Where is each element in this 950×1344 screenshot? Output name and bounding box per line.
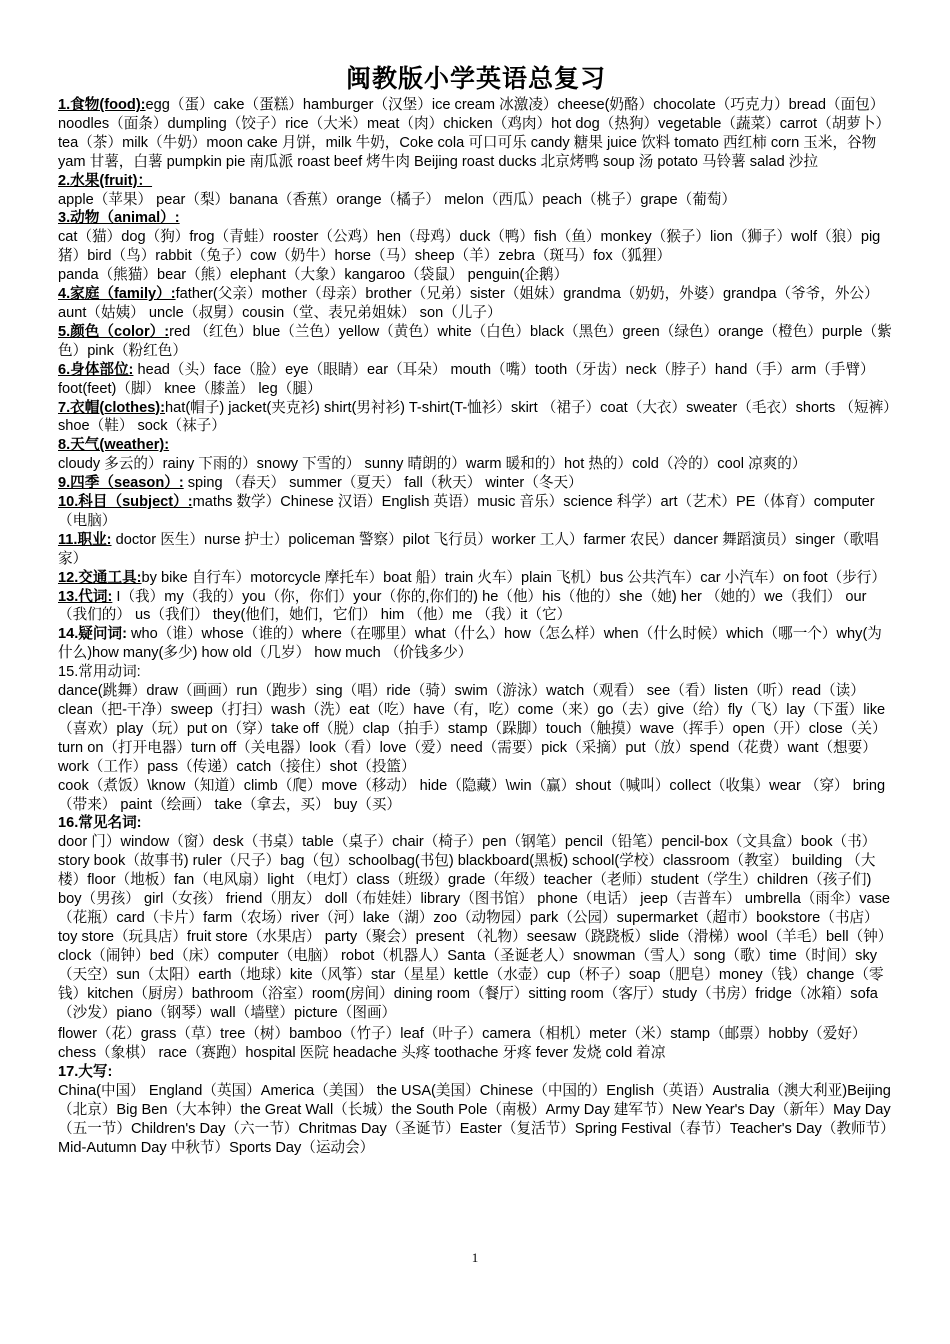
section-15-cont [58, 777, 894, 815]
section-6 [58, 361, 894, 399]
section-text: sping （春天） summer（夏天） fall（秋天） winter（冬天） [183, 475, 583, 492]
section-1 [58, 96, 894, 172]
section-text: hat(帽子) jacket(夹克衫) shirt(男衬衫) T-shirt(T-恤衫）skirt （裙子）coat（大衣）sweater（毛衣）shorts （短裤）shoe（鞋） sock（袜子） [58, 399, 891, 435]
section-3 [58, 209, 894, 266]
section-text: by bike 自行车）motorcycle 摩托车）boat 船）train 火车）plain 飞机）bus 公共汽车）car 小汽车）on foot（步行） [141, 569, 886, 586]
section-text: I（我）my（我的）you（你，你们）your（你的,你们的) he（他）his（他的）she（她) her （她的）we（我们） our（我们的） us（我们） they(他们，她们，它们） him （他）me （我）it（它） [58, 588, 867, 624]
section-17 [58, 1063, 894, 1158]
section-heading: 14.疑问词: [58, 626, 127, 643]
section-4 [58, 285, 894, 323]
section-heading: 13.代词: [58, 588, 113, 605]
section-text: door 门）window（窗）desk（书桌）table（桌子）chair（椅子）pen（钢笔）pencil（铅笔）pencil-box（文具盒）book（书）story book（故事书) ruler（尺子）bag（包）schoolbag(书包) blackboard(黑板) school(学校）classroom（教室） building （大楼）floor（地板）fan（电风扇）light （电灯）class（班级）grade（年级）teacher（老师）student（学生）children（孩子们) boy（男孩） girl（女孩） friend（朋友） doll（布娃娃）library（图书馆） phone（电话） jeep（吉普车） umbrella（雨伞）vase（花瓶）card（卡片）farm（农场）river（河）lake（湖）zoo（动物园）park（公园）supermarket（超市）bookstore（书店）toy store（玩具店）fruit store（水果店） party（聚会）present （礼物）seesaw（跷跷板）slide（滑梯）wool（羊毛）bell（钟）clock（闹钟）bed（床）computer（电脑） robot（机器人）Santa（圣诞老人）snowman（雪人）song（歌）time（时间）sky（天空）sun（太阳）earth（地球）kite（风筝）star（星星）kettle（水壶）cup（杯子）soap（肥皂）money（钱）change（零钱）kitchen（厨房）bathroom（浴室）room(房间）dining room（餐厅）sitting room（客厅）study（书房）fridge（冰箱）sofa（沙发）piano（钢琴）wall（墙壁）picture（图画） [58, 834, 893, 1021]
section-text: egg（蛋）cake（蛋糕）hamburger（汉堡）ice cream 冰激凌）cheese(奶酪）chocolate（巧克力）bread（面包） noodles（面条）dumpling（饺子）rice（大米）meat（肉）chicken（鸡肉）hot dog（热狗）vegetable（蔬菜）carrot（胡萝卜）tea（茶）milk（牛奶）moon cake 月饼，milk 牛奶，Coke cola 可口可乐 candy 糖果 juice 饮料 tomato 西红柿 corn 玉米，谷物 yam 甘薯，白薯 pumpkin pie 南瓜派 roast beef 烤牛肉 Beijing roast ducks 北京烤鸭 soup 汤 potato 马铃薯 salad 沙拉 [58, 97, 891, 170]
section-text: doctor 医生）nurse 护士）policeman 警察）pilot 飞行员）worker 工人）farmer 农民）dancer 舞蹈演员）singer（歌唱家） [58, 531, 879, 567]
section-heading: 16.常见名词: [58, 815, 142, 832]
section-heading: 17.大写: [58, 1064, 113, 1081]
section-heading: 10.科目（subject）: [58, 494, 193, 511]
section-heading: 8.天气(weather): [58, 437, 170, 454]
section-text: who（谁）whose（谁的）where（在哪里）what（什么）how（怎么样）when（什么时候）which（哪一个）why(为什么)how many(多少) how old（几岁） how much （价钱多少） [58, 626, 882, 662]
section-7 [58, 399, 894, 437]
section-text: cook（煮饭）\know（知道）climb（爬）move（移动） hide（隐藏）\win（赢）shout（喊叫）collect（收集）wear （穿） bring（带来） paint（绘画） take（拿去，买） buy（买） [58, 777, 886, 813]
section-16-cont [58, 1025, 894, 1063]
document-page [58, 64, 894, 1158]
section-5 [58, 323, 894, 361]
section-text: apple（苹果） pear（梨）banana（香蕉）orange（橘子） melon（西瓜）peach（桃子）grape（葡萄） [58, 191, 737, 208]
section-text: cat（猫）dog（狗）frog（青蛙）rooster（公鸡）hen（母鸡）duck（鸭）fish（鱼）monkey（猴子）lion（狮子）wolf（狼）pig 猪）bird（鸟）rabbit（兔子）cow（奶牛）horse（马）sheep（羊）zebra（斑马）fox（狐狸） [58, 229, 881, 265]
section-text: panda（熊猫）bear（熊）elephant（大象）kangaroo（袋鼠） penguin(企鹅） [58, 267, 569, 284]
section-12 [58, 569, 894, 588]
section-text: cloudy 多云的）rainy 下雨的）snowy 下雪的） sunny 晴朗的）warm 暖和的）hot 热的）cold（冷的）cool 凉爽的） [58, 456, 807, 473]
page-number: 1 [471, 1250, 479, 1265]
section-text: head（头）face（脸）eye（眼睛）ear（耳朵） mouth（嘴）tooth（牙齿）neck（脖子）hand（手）arm（手臂）foot(feet)（脚） knee（膝盖） leg（腿） [58, 361, 875, 397]
section-heading: 12.交通工具: [58, 569, 142, 586]
section-text: China(中国） England（英国）America（美国） the USA(美国）Chinese（中国的）English（英语）Australia（澳大利亚)Beijing（北京）Big Ben（大本钟）the Great Wall（长城）the South Pole（南极）Army Day 建军节）New Year's Day（新年）May Day（五一节）Children's Day（六一节）Chritmas Day（圣诞节）Easter（复活节）Spring Festival（春节）Teacher's Day（教师节）Mid-Autumn Day 中秋节）Sports Day（运动会） [58, 1083, 891, 1156]
section-heading: 2.水果(fruit)： [58, 172, 153, 189]
section-15 [58, 663, 894, 776]
section-heading: 15.常用动词: [58, 664, 141, 681]
section-text: maths 数学）Chinese 汉语）English 英语）music 音乐）science 科学）art（艺术）PE（体育）computer（电脑） [58, 494, 875, 529]
section-heading: 6.身体部位: [58, 361, 134, 378]
section-2 [58, 172, 894, 210]
section-heading: 9.四季（season）: [58, 475, 184, 492]
section-heading: 4.家庭（family）: [58, 286, 176, 303]
section-10 [58, 493, 894, 531]
section-heading: 1.食物(food): [58, 97, 146, 113]
section-13 [58, 588, 894, 626]
section-text: flower（花）grass（草）tree（树）bamboo（竹子）leaf（叶子）camera（相机）meter（米）stamp（邮票）hobby（爱好）chess（象棋） race（赛跑）hospital 医院 headache 头疼 toothache 牙疼 fever 发烧 cold 着凉 [58, 1026, 867, 1062]
section-11 [58, 531, 894, 569]
vocabulary-sections [58, 96, 894, 1158]
section-9 [58, 474, 894, 493]
section-text: red （红色）blue（兰色）yellow（黄色）white（白色）black（黑色）green（绿色）orange（橙色）purple（紫色）pink（粉红色） [58, 323, 892, 359]
section-3-cont [58, 266, 894, 285]
section-heading: 3.动物（animal）: [58, 210, 180, 227]
section-text: dance(跳舞）draw（画画）run（跑步）sing（唱）ride（骑）swim（游泳）watch（观看） see（看）listen（听）read（读）clean（把-干净）sweep（打扫）wash（洗）eat（吃）have（有，吃）come（来）go（去）give（给）fly（飞）lay（下蛋）like（喜欢）play（玩）put on（穿）take off（脱）clap（拍手）stamp（跺脚）touch（触摸）wave（挥手）open（开）close（关）turn on（打开电器）turn off（关电器）look（看）love（爱）need（需要）pick（采摘）put（放）spend（花费）want（想要）work（工作）pass（传递）catch（接住）shot（投篮） [58, 683, 887, 775]
section-16 [58, 814, 894, 1022]
page-title: 闽教版小学英语总复习 [345, 64, 606, 93]
section-heading: 11.职业: [58, 531, 112, 548]
section-14 [58, 625, 894, 663]
section-heading: 5.颜色（color）: [58, 323, 170, 340]
section-text: father(父亲）mother（母亲）brother（兄弟）sister（姐妹）grandma（奶奶，外婆）grandpa（爷爷，外公）aunt（姑姨） uncle（叔舅）cousin（堂、表兄弟姐妹） son（儿子） [58, 286, 879, 321]
section-8 [58, 436, 894, 474]
section-heading: 7.衣帽(clothes): [58, 399, 166, 416]
